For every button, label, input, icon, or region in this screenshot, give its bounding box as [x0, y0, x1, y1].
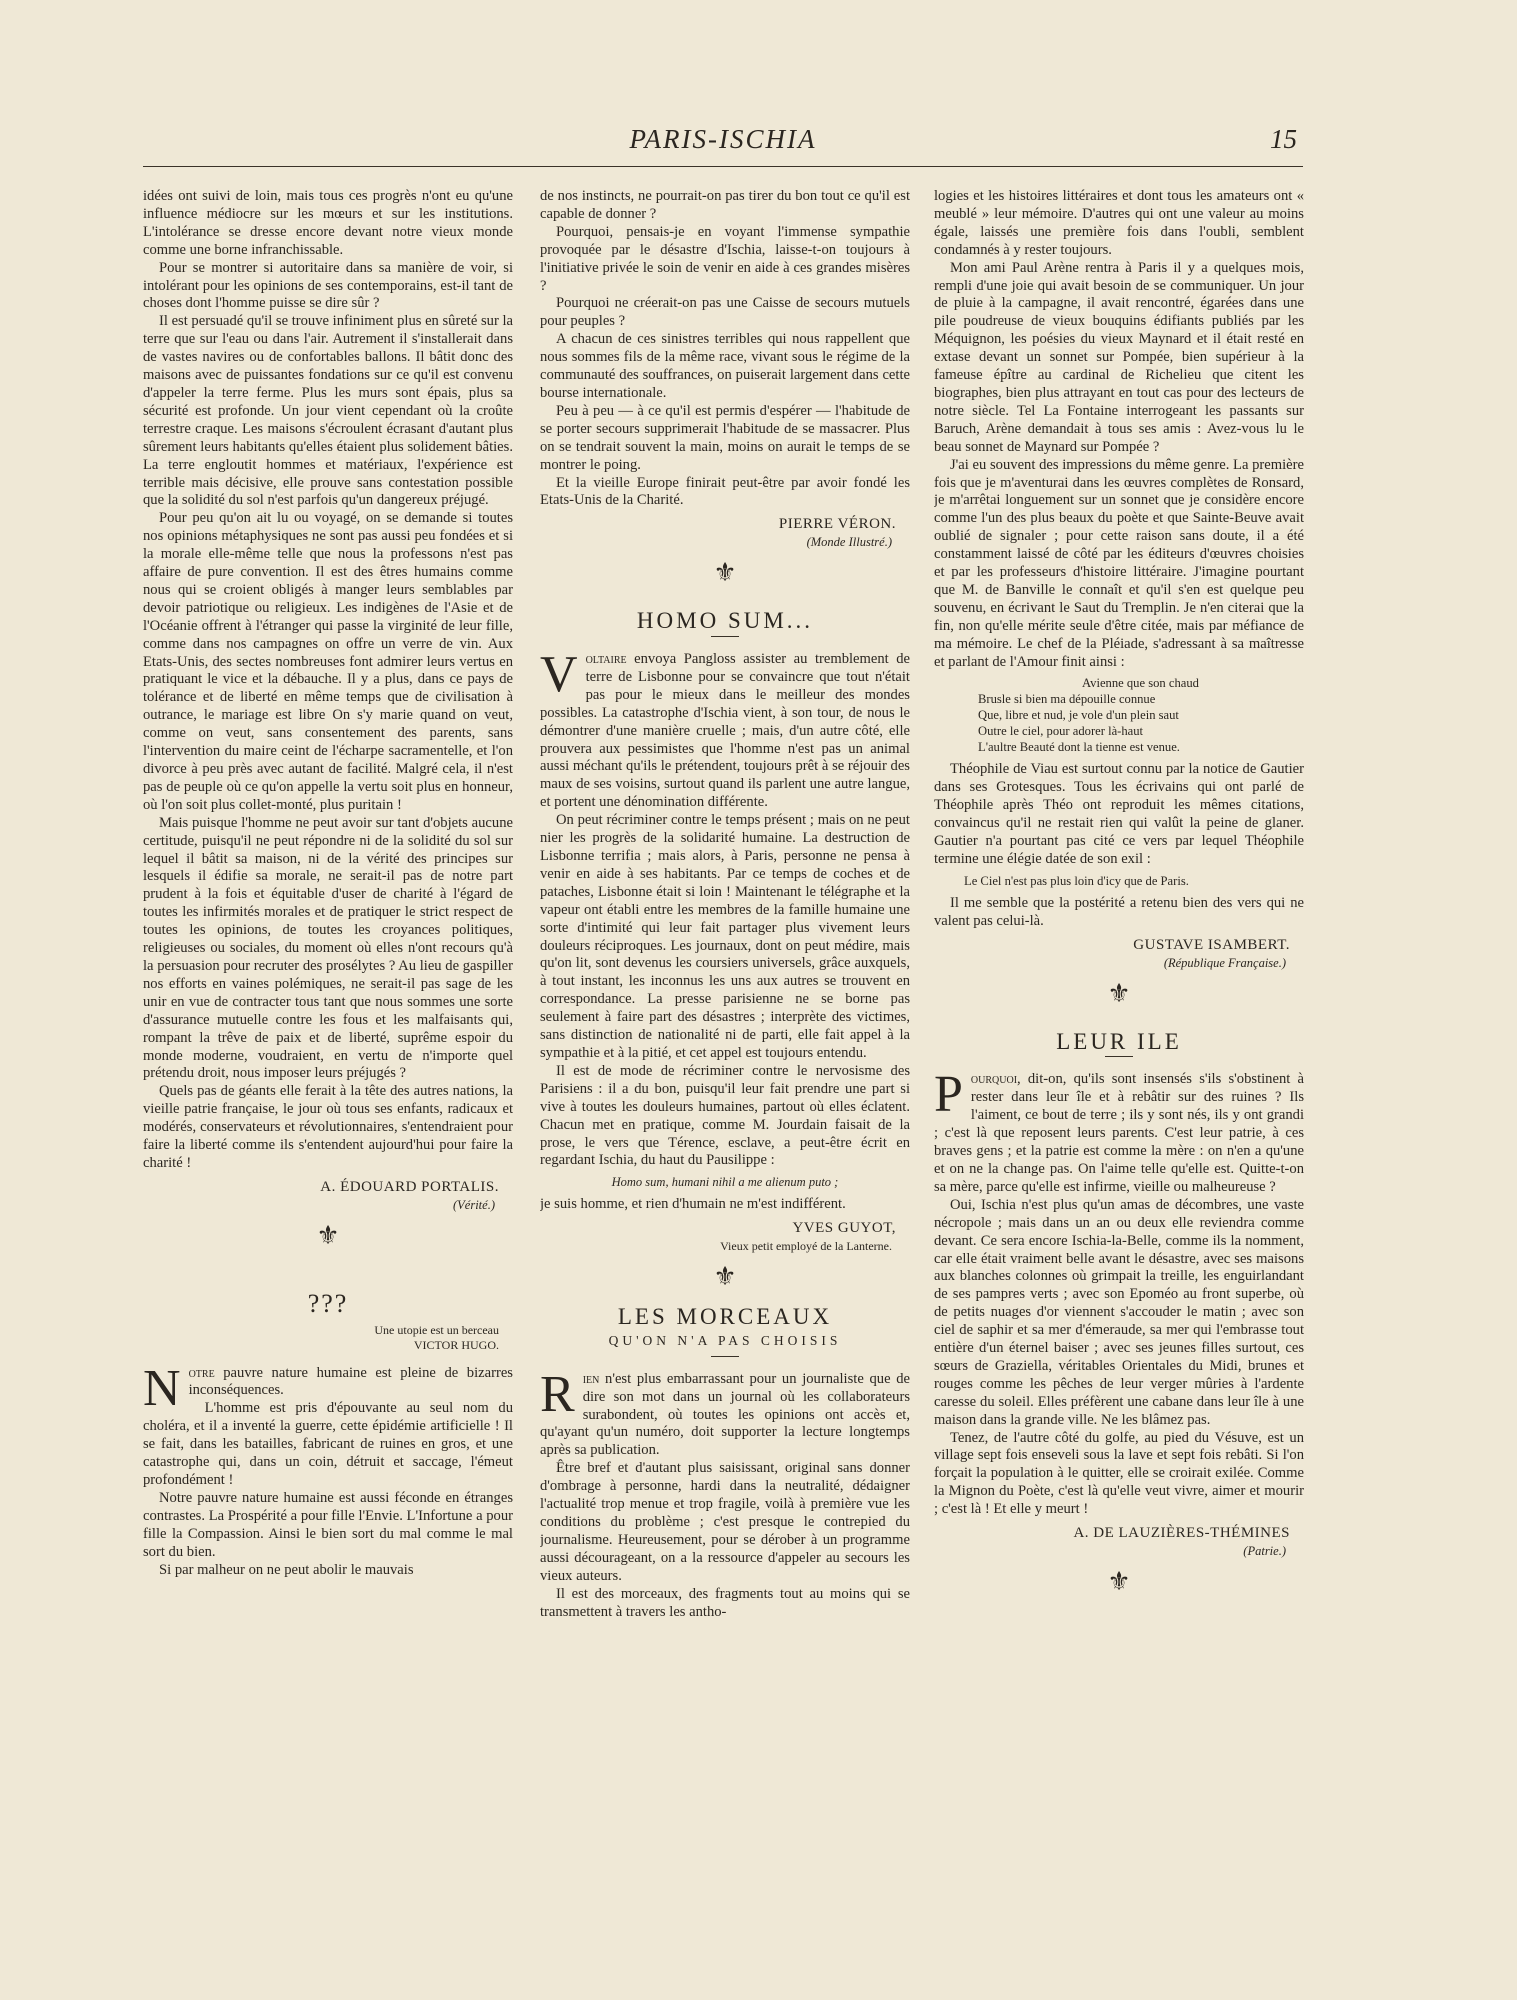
epigraph — [143, 1323, 499, 1353]
article-title: LES MORCEAUX — [617, 1303, 833, 1329]
paragraph: On peut récriminer contre le temps présent ; mais on ne peut nier les progrès de la solidarité humaine. La destruction de Lisbonne terrifia ; mais alors, à Paris, personne ne pensa à venir en aide à ses habitants. Par ce temps de coches et de pataches, Lisbonne était si loin ! Maintenant le télégraphe et la vapeur ont établi entre les membres de la famille humaine une sorte d'intimité qui leur fait partager plus vivement leurs douleurs réciproques. Les journaux, dont on peut médire, mais qu'on lit, sont devenus les coursiers universels, grâce auxquels, à tout instant, les inconnus les uns aux autres se trouvent en correspondance. La presse parisienne ne se borne pas seulement à faire part des désastres ; interprète des victimes, sans distinction de nationalité ni de parti, elle fait appel à la sympathie et à la pitié, et cet appel est toujours entendu. — [540, 812, 910, 1061]
source-credit: Vieux petit employé de la Lanterne. — [720, 1239, 892, 1254]
paragraph: Mais puisque l'homme ne peut avoir sur tant d'objets aucune certitude, puisqu'il ne peut répondre ni de la solidité du sol sur lequel il bâtit sa maison, ni de la vérité des principes sur lesquels il édifie sa morale, ne serait-il pas de notre part prudent à la fois et équitable d'user de charité à l'égard de toutes les infirmités morales et de pratiquer le strict respect de toutes les opinions, de toutes les croyances politiques, religieuses ou sociales, du moment où elles n'ont recours qu'à la persuasion pour recruter des prosélytes ? Au lieu de gaspiller nos efforts en vaines polémiques, ne serait-il pas sage de les unir en vue de contracter tous tant que nous sommes une sorte d'assurance mutuelle contre les fous et les malfaisants qui, rompant la trêve de paix et de liberté, suprême espoir du monde moderne, voudraient, en vertu de n'importe quel prétendu droit, nous imposer leurs préjugés ? — [143, 814, 513, 1082]
article-subtitle: QU'ON N'A PAS CHOISIS — [608, 1332, 842, 1348]
paragraph: Il est persuadé qu'il se trouve infiniment plus en sûreté sur la terre que sur l'eau ou dans l'air. Autrement il s'installerait dans de vastes navires ou de confortables ballons. Il bâtit donc des maisons avec de puissantes fondations sur ce qu'il est convenu d'appeler la terre ferme. Plus les murs sont épais, plus sa sécurité est profonde. Un jour vient cependant où la croûte terrestre craque. Les maisons s'écroulent écrasant d'autant plus sûrement leurs habitants qu'elles étaient plus solidement bâties. La terre engloutit hommes et matériaux, l'expérience est terrible mais décisive, elle prouve sans contestation possible que la solidité du sol n'est parfois qu'un dangereux préjugé. — [143, 313, 513, 509]
verse-line: Le Ciel n'est pas plus loin d'icy que de Paris. — [964, 873, 1189, 888]
paragraph — [540, 1365, 910, 1461]
drop-cap: N — [143, 1359, 181, 1417]
paragraph: Quels pas de géants elle ferait à la tête des autres nations, la vieille patrie française, le jour où tous ses enfants, radicaux et modérés, conservateurs et révolutionnaires, s'entendraient pour faire la liberté comme ils s'entendent aujourd'hui pour faire la charité ! — [143, 1083, 513, 1171]
column-1 — [143, 188, 513, 1980]
paragraph: Il me semble que la postérité a retenu bien des vers qui ne valent pas celui-là. — [934, 894, 1304, 929]
article-title: ??? — [307, 1288, 349, 1318]
paragraph: Théophile de Viau est surtout connu par la notice de Gautier dans ses Grotesques. Tous les écrivains qui ont parlé de Théophile après Théo ont reproduit les mêmes citations, convaincus qu'il ne restait rien qui valût la peine de glaner. Gautier n'a pourtant pas cité ce vers par lequel Théophile termine une élégie datée de son exil : — [934, 761, 1304, 867]
paragraph: Et la vieille Europe finirait peut-être par avoir fondé les Etats-Unis de la Charité. — [540, 474, 910, 509]
fleuron-ornament: ⚜ — [1107, 978, 1131, 1008]
source-credit: (République Française.) — [1163, 955, 1286, 970]
author-signature: GUSTAVE ISAMBERT. — [1133, 936, 1290, 953]
column-2 — [540, 188, 910, 1980]
verse-line: Outre le ciel, pour adorer là-haut — [978, 724, 1144, 739]
drop-cap: R — [540, 1365, 575, 1423]
source-credit: (Vérité.) — [453, 1197, 495, 1212]
paragraph: Être bref et d'autant plus saisissant, original sans donner d'ombrage à personne, hardi dans la neutralité, dédaigner l'actualité trop menue et trop fragile, voilà à première vue les conditions du problème ; c'est presque le contrepied du journalisme. Heureusement, pour se dérober à un programme aussi décourageant, on a la ressource d'appeler au secours les vieux auteurs. — [540, 1460, 910, 1584]
paragraph-text: n'est plus embarrassant pour un journaliste que de dire son mot dans un journal où les collaborateurs surabondent, où toutes les opinions ont accès et, qu'ayant qu'un numéro, doit supporter la lecture longtemps après sa publication. — [540, 1370, 910, 1459]
source-credit: (Patrie.) — [1243, 1544, 1286, 1558]
paragraph: Il est des morceaux, des fragments tout au moins qui se transmettent à travers les antho- — [540, 1585, 910, 1620]
paragraph — [934, 1066, 1304, 1196]
drop-cap: V — [540, 646, 578, 704]
author-signature: PIERRE VÉRON. — [778, 516, 896, 533]
paragraph: Pour se montrer si autoritaire dans sa manière de voir, si intolérant pour les opinions de ses contemporains, est-il tant de choses dont l'homme puisse se dire sûr ? — [143, 259, 513, 312]
article-title: HOMO SUM... — [636, 608, 814, 634]
page-header — [143, 118, 1303, 167]
paragraph: Pourquoi ne créerait-on pas une Caisse de secours mutuels pour peuples ? — [540, 295, 910, 330]
paragraph — [143, 1359, 513, 1417]
running-title: PARIS-ISCHIA — [629, 124, 817, 154]
verse-quote — [964, 873, 1304, 889]
author-signature: A. ÉDOUARD PORTALIS. — [320, 1178, 499, 1195]
lead-in: ourquoi — [970, 1071, 1018, 1088]
latin-quote: Homo sum, humani nihil a me alienum puto ; — [611, 1175, 839, 1190]
fleuron-ornament: ⚜ — [316, 1220, 340, 1250]
author-signature: YVES GUYOT, — [792, 1220, 896, 1237]
paragraph: idées ont suivi de loin, mais tous ces progrès n'ont eu qu'une influence médiocre sur les mœurs et sur les institutions. L'intolérance se dresse encore devant notre vieux monde comme une borne infranchissable. — [143, 188, 513, 258]
title-rule — [711, 1356, 739, 1357]
author-signature: A. DE LAUZIÈRES-THÉMINES — [1073, 1525, 1290, 1542]
verse-line: L'aultre Beauté dont la tienne est venue. — [978, 740, 1180, 755]
page-number: 15 — [1270, 124, 1297, 154]
lead-in: oltaire — [585, 651, 627, 668]
epigraph-text: Une utopie est un berceau — [374, 1322, 499, 1337]
fleuron-ornament: ⚜ — [713, 558, 737, 588]
lead-in: otre — [188, 1364, 215, 1381]
verse-line: Avienne que son chaud — [1082, 676, 1199, 691]
column-3 — [934, 188, 1304, 1980]
paragraph-text: envoya Pangloss assister au tremblement de terre de Lisbonne pour se convaincre que tout n'était pas pour le mieux dans le meilleur des mondes possibles. La catastrophe d'Ischia vient, à son tour, de nous le démontrer d'une manière cruelle ; mais, d'un autre côté, elle prouvera aux pessimistes que l'homme n'est pas un animal aussi méchant qu'ils le prétendent, toujours prêt à se réjouir des maux de ses voisins, surtout quand ils parlent une autre langue, et portent une dénomination différente. — [540, 651, 910, 811]
paragraph: logies et les histoires littéraires et dont tous les amateurs ont « meublé » leur mémoire. D'autres qui ont une valeur au moins égale, laissés une première fois dans l'oubli, semblent condamnés à y rester toujours. — [934, 188, 1304, 258]
fleuron-ornament: ⚜ — [713, 1261, 737, 1291]
paragraph: Pour peu qu'on ait lu ou voyagé, on se demande si toutes nos opinions métaphysiques ne sont pas aussi peu fondées et si la morale elle-même telle que nous la professons n'est pas affaire de pure convention. Il est des êtres humains comme nous qui se croient obligés à manger leurs semblables par devoir patriotique ou religieux. Les indigènes de l'Asie et de l'Océanie offrent à l'étranger qui passe la virginité de leur fille, comme dans nos campagnes on offre un verre de vin. Aux Etats-Unis, des sectes nombreuses font admirer leurs vertus en pratiquant le vice et la débauche. Il y a plus, dans ce pays de tolérance et de liberté en même temps que de civilisation à outrance, le mariage est libre On s'y marie quand on veut, comme on veut, sans consentement des parents, sans l'intervention du maire ceint de l'écharpe sacramentelle, et l'on divorce à peu près avec autant de facilité. Malgré cela, il n'est pas de peuple où ce qu'on appelle la vertu soit plus en honneur, où l'on soit plus collet-monté, plus puritain ! — [143, 510, 513, 813]
paragraph: Pourquoi, pensais-je en voyant l'immense sympathie provoquée par le désastre d'Ischia, laisse-t-on toujours à l'initiative privée le soin de venir en aide à ces grandes misères ? — [540, 223, 910, 294]
verse-line: Que, libre et nud, je vole d'un plein saut — [978, 708, 1179, 723]
paragraph: de nos instincts, ne pourrait-on pas tirer du bon tout ce qu'il est capable de donner ? — [540, 188, 910, 222]
paragraph: A chacun de ces sinistres terribles qui nous rappellent que nous sommes fils de la même race, vivant sous le régime de la communauté des souffrances, on puiserait largement dans cette bourse internationale. — [540, 331, 910, 401]
paragraph: je suis homme, et rien d'humain ne m'est indifférent. — [540, 1196, 846, 1213]
paragraph-text: pauvre nature humaine est pleine de bizarres inconséquences. — [188, 1364, 513, 1399]
verse-quote — [978, 675, 1304, 755]
fleuron-ornament: ⚜ — [1107, 1566, 1131, 1596]
paragraph: Il est de mode de récriminer contre le nervosisme des Parisiens : il a du bon, puisqu'il leur fait prendre une part si vive à toutes les douleurs humaines, partout où elles éclatent. Chacun met en pratique, comme M. Jourdain faisait de la prose, le vers que Térence, esclave, a peut-être écrit en regardant Ischia, du haut du Pausilippe : — [540, 1062, 910, 1169]
paragraph-text: , dit-on, qu'ils sont insensés s'ils s'obstinent à rester dans leur île et à rebâtir sur des ruines ? Ils l'aiment, ce bout de terre ; ils y sont nés, ils y ont grandi ; c'est là que reposent leurs parents. C'est leur patrie, à ces braves gens ; et la patrie est comme la mère : on n'en a qu'une et on ne la change pas. On l'aime telle qu'elle est. Quitte-t-on sa mère, parce qu'elle est infirme, vieille ou malheureuse ? — [934, 1071, 1304, 1195]
drop-cap: P — [934, 1066, 963, 1124]
source-credit: (Monde Illustré.) — [806, 535, 892, 550]
paragraph: L'homme est pris d'épouvante au seul nom du choléra, et il a inventé la guerre, cette épidémie artificielle ! Il se fait, dans les batailles, fabricant de ruines en gros, et une catastrophe qui, dans un coin, détruit et saccage, l'émeut profondément ! — [143, 1400, 513, 1488]
lead-in: ien — [582, 1370, 600, 1387]
epigraph-author: VICTOR HUGO. — [413, 1337, 499, 1352]
paragraph: Peu à peu — à ce qu'il est permis d'espérer — l'habitude de se porter secours supprimerait l'habitude de se massacrer. Plus on se tendrait souvent la main, moins on aurait le temps de se montrer le poing. — [540, 402, 910, 473]
paragraph: Mon ami Paul Arène rentra à Paris il y a quelques mois, rempli d'une joie qui avait besoin de se communiquer. Un jour de pluie à la campagne, il avait rencontré, égarées dans une pile poudreuse de vieux bouquins édifiants publiés par les Méquignon, les poésies du vieux Maynard et il était resté en extase devant un sonnet sur Pompée, bien supérieur à la fameuse épître au cardinal de Richelieu que citent les biographes, bien plus attrayant en tout cas pour des lecteurs de notre siècle. Tel La Fontaine interrogeant les passants sur Baruch, Arène demandait à tous ses amis : Avez-vous lu le beau sonnet de Maynard sur Pompée ? — [934, 259, 1304, 455]
paragraph: Oui, Ischia n'est plus qu'un amas de décombres, une vaste nécropole ; mais dans un an ou deux elle reviendra comme devant. Ce sera encore Ischia-la-Belle, comme ils la nomment, car elle était vraiment belle avant le désastre, avec ses maisons aux blanches colonnes où grimpait la treille, les enguirlandant de ses pampres verts ; avec son Epoméo au front superbe, où de petits nuages d'or viennent s'accouder le matin ; avec son ciel de saphir et sa mer d'émeraude, sa mer qui l'embrasse tout entière d'un éternel baiser ; avec ses jeunes filles surtout, ces sœurs de Graziella, véritables Orientales du Midi, brunes et rouges comme les pêches de leur verger mûries à l'ardente caresse du soleil. Elles préfèrent une cabane dans leur île à une maison dans la grande ville. Ne les blâmez pas. — [934, 1196, 1304, 1428]
paragraph: J'ai eu souvent des impressions du même genre. La première fois que je m'aventurai dans les œuvres complètes de Ronsard, je m'arrêtai longuement sur un sonnet que je considère encore comme l'un des plus beaux du poète et que Sainte-Beuve avait oublié de signaler ; pour cette raison sans doute, il a été constamment laissé de côté par les éditeurs d'œuvres choisies et par les professeurs d'histoire littéraire. J'imagine pourtant que M. de Banville le connaît et qu'il s'en est quelque peu souvenu, en écrivant le Saut du Tremplin. Je n'en citerai que la fin, non qu'elle mérite seule d'être citée, mais par méfiance de ma mémoire. Le chef de la Pléiade, s'adressant à sa maîtresse et parlant de l'Amour finit ainsi : — [934, 456, 1304, 670]
paragraph — [540, 646, 910, 812]
paragraph: Notre pauvre nature humaine est aussi féconde en étranges contrastes. La Prospérité a pour fille l'Envie. L'Infortune a pour fille la Compassion. Ainsi le bien sort du mal comme le mal sort du bien. — [143, 1489, 513, 1560]
title-rule — [711, 636, 739, 637]
paragraph: Si par malheur on ne peut abolir le mauvais — [159, 1561, 414, 1578]
verse-line: Brusle si bien ma dépouille connue — [978, 692, 1156, 707]
title-rule — [1105, 1056, 1133, 1057]
article-title: LEUR ILE — [1056, 1028, 1182, 1054]
paragraph: Tenez, de l'autre côté du golfe, au pied du Vésuve, est un village sept fois enseveli sous la lave et sept fois rebâti. Si l'on forçait la population à le quitter, elle se croirait exilée. Comme la Mignon du Poète, c'est là qu'elle veut vivre, aimer et mourir ; c'est là ! Et elle y meurt ! — [934, 1429, 1304, 1518]
